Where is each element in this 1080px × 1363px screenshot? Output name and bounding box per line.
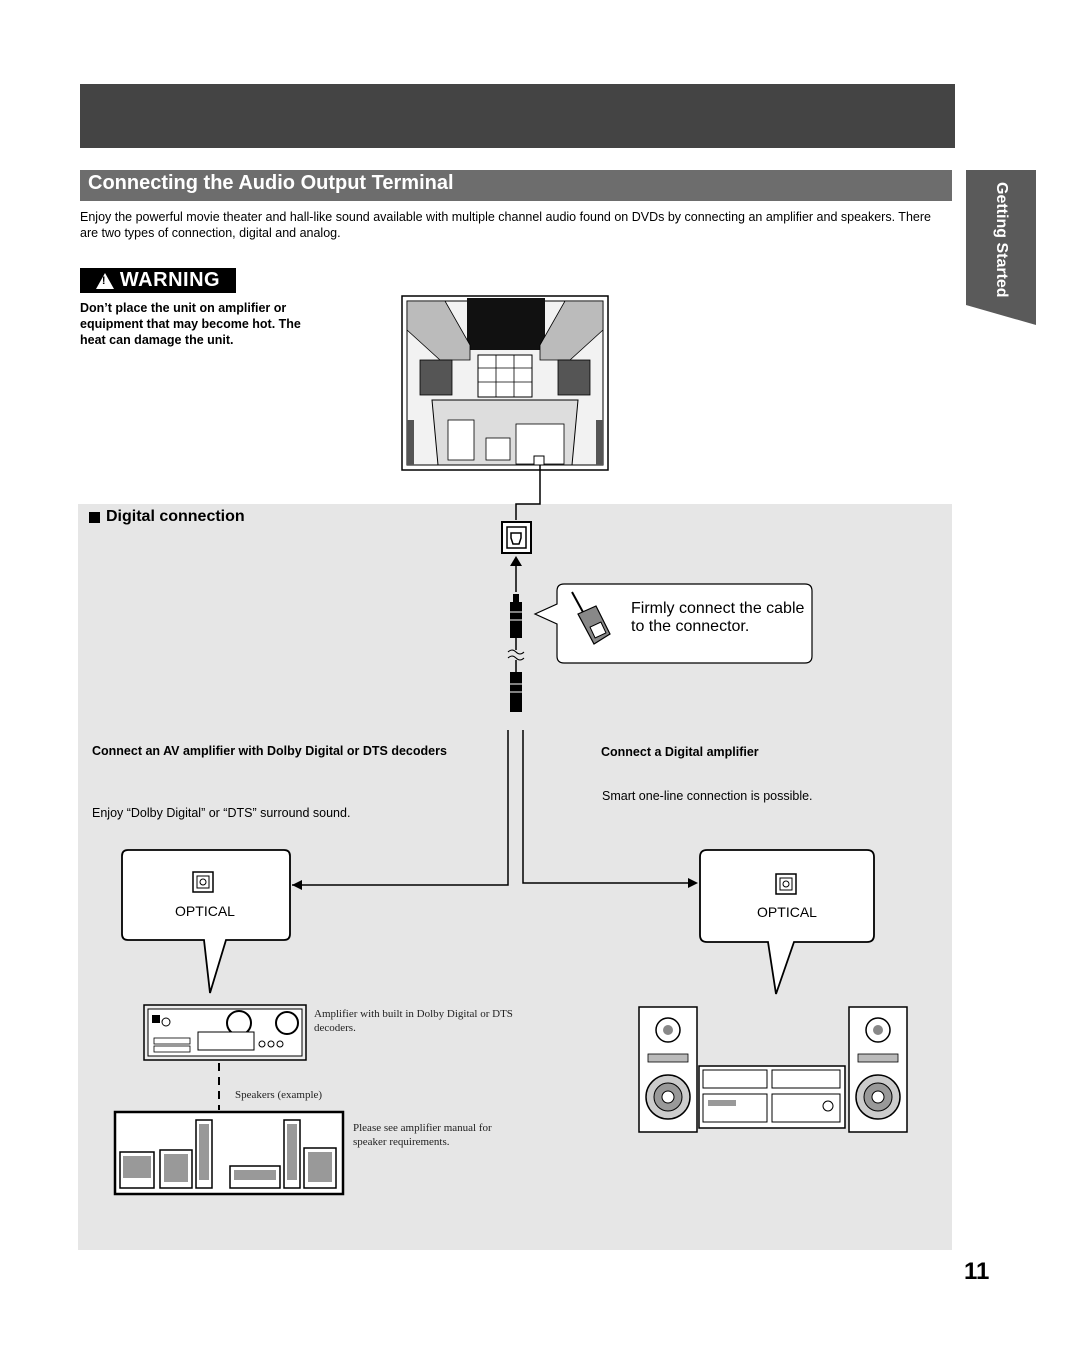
optical-label-right: OPTICAL xyxy=(757,904,817,920)
side-tab-label: Getting Started xyxy=(993,182,1010,298)
intro-paragraph: Enjoy the powerful movie theater and hall-like sound available with multiple channel audio found on DVDs by connecting an amplifier and speakers. There are two types of connection, digital and analog. xyxy=(80,210,931,240)
optical-bubble-right xyxy=(700,850,874,994)
amplifier-note: Amplifier with built in Dolby Digital or DTS decoders. xyxy=(314,1008,513,1034)
amplifier-manual-note: Please see amplifier manual for speaker requirements. xyxy=(353,1122,492,1148)
optical-label-left: OPTICAL xyxy=(175,903,235,919)
optical-bubble-left xyxy=(122,850,290,993)
digital-amplifier-heading: Connect a Digital amplifier xyxy=(601,745,759,759)
av-amplifier-illustration xyxy=(144,1005,306,1060)
speakers-example-illustration xyxy=(115,1112,343,1194)
section-title: Connecting the Audio Output Terminal xyxy=(88,172,454,194)
warning-label: WARNING xyxy=(119,269,221,291)
optical-plug-bottom xyxy=(510,672,522,712)
tv-rear-panel-illustration xyxy=(402,296,608,470)
optical-port-icon xyxy=(502,522,531,553)
square-bullet-icon xyxy=(89,512,100,523)
optical-plug-top xyxy=(510,594,522,638)
digital-connection-title xyxy=(89,508,245,526)
callout-text: Firmly connect the cable to the connector. xyxy=(631,600,805,635)
warning-text: Don’t place the unit on amplifier or equipment that may become hot. The heat can damage the unit. xyxy=(80,301,301,347)
speakers-note: Speakers (example) xyxy=(235,1089,323,1101)
digital-connection-label: Digital connection xyxy=(106,508,245,525)
digital-amplifier-description: Smart one-line connection is possible. xyxy=(602,789,813,803)
av-amplifier-heading: Connect an AV amplifier with Dolby Digital or DTS decoders xyxy=(92,744,447,758)
digital-amplifier-system-illustration xyxy=(639,1007,907,1132)
page-number: 11 xyxy=(964,1258,990,1285)
av-amplifier-description: Enjoy “Dolby Digital” or “DTS” surround sound. xyxy=(92,806,351,820)
